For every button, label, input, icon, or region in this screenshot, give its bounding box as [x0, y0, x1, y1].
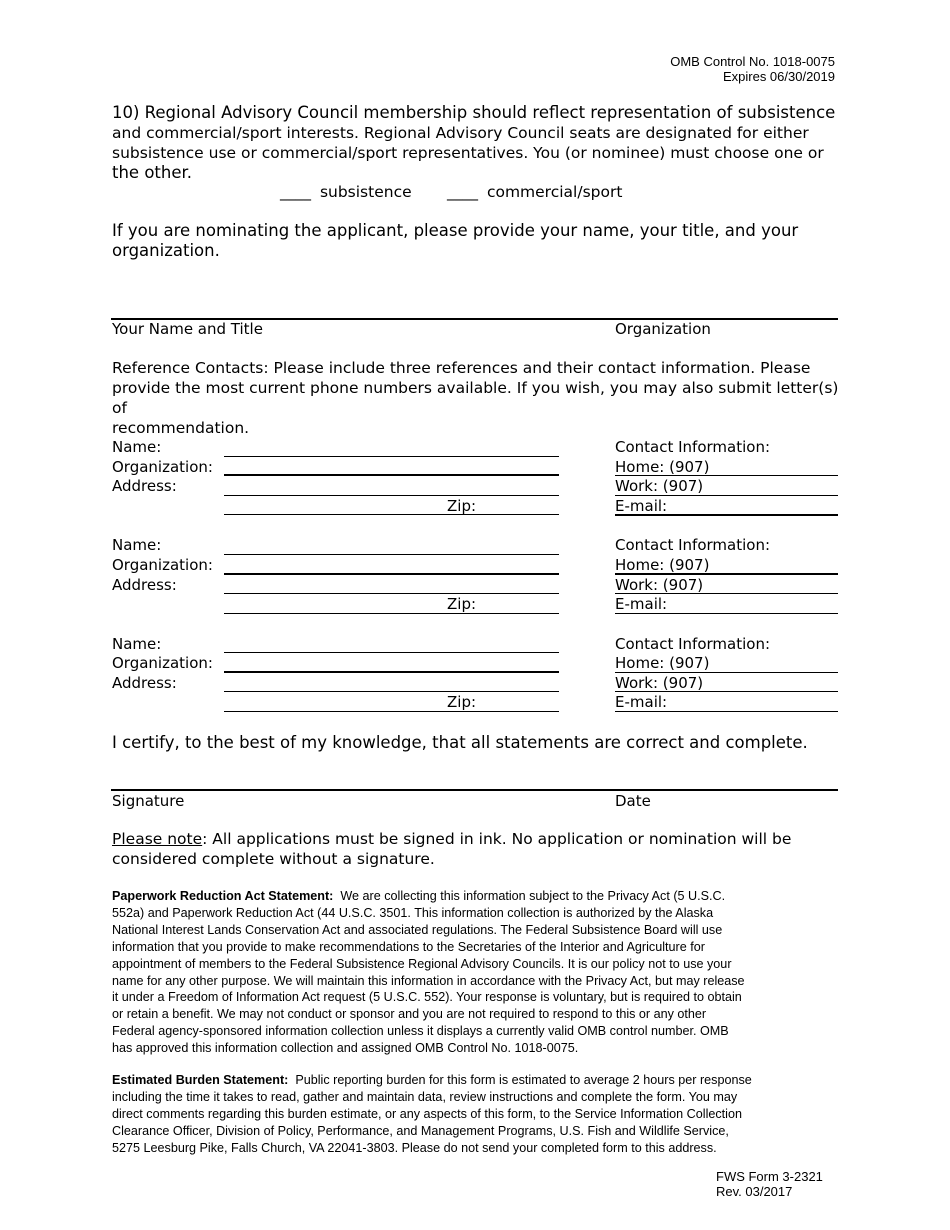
- form-footer: [716, 1169, 823, 1199]
- ref2-address-label: Address:: [112, 576, 177, 594]
- burden-line: 5275 Leesburg Pike, Falls Church, VA 22041-3803. Please do not send your completed form to this address.: [112, 1140, 717, 1155]
- ref3-zip-label: Zip:: [447, 693, 477, 711]
- ref1-name-label: Name:: [112, 438, 162, 456]
- certify-statement: I certify, to the best of my knowledge, that all statements are correct and complete.: [112, 733, 808, 752]
- please-note-text: : All applications must be signed in ink. No application or nomination will be: [202, 830, 792, 848]
- nominator-instructions: [112, 221, 852, 261]
- ref2-organization-field[interactable]: [224, 573, 559, 575]
- ref1-work-field[interactable]: [615, 495, 838, 496]
- your-name-title-label: Your Name and Title: [112, 320, 263, 338]
- ref3-address-field[interactable]: [224, 691, 559, 692]
- ref2-email-field[interactable]: [615, 613, 838, 614]
- ref1-home-field[interactable]: [615, 475, 838, 476]
- paperwork-title: Paperwork Reduction Act Statement:: [112, 889, 334, 903]
- form-number: FWS Form 3-2321: [716, 1169, 823, 1184]
- ref2-contact-label: Contact Information:: [615, 536, 771, 554]
- burden-line: Clearance Officer, Division of Policy, Performance, and Management Programs, U.S. Fish and Wildlife Service,: [112, 1123, 729, 1138]
- ref3-name-field[interactable]: [224, 652, 559, 653]
- paperwork-line: appointment of members to the Federal Subsistence Regional Advisory Councils. It is our policy not to use your: [112, 956, 732, 971]
- ref1-work-label: Work: (907): [615, 477, 704, 495]
- ref1-email-field[interactable]: [615, 514, 838, 516]
- ref3-home-field[interactable]: [615, 672, 838, 673]
- ref3-contact-label: Contact Information:: [615, 635, 771, 653]
- please-note-line: considered complete without a signature.: [112, 850, 435, 868]
- date-label: Date: [615, 792, 651, 810]
- ref1-address-field[interactable]: [224, 495, 559, 496]
- commercial-sport-label: commercial/sport: [486, 183, 623, 201]
- q10-line: the other.: [112, 163, 193, 182]
- reference-intro-line: Reference Contacts: Please include three references and their contact information. Please: [112, 359, 811, 377]
- paperwork-line: Paperwork Reduction Act Statement: We are collecting this information subject to the Privacy Act (5 U.S.C.: [112, 889, 726, 903]
- paperwork-line: has approved this information collection and assigned OMB Control No. 1018-0075.: [112, 1041, 579, 1056]
- ref3-zip-field[interactable]: [224, 711, 559, 712]
- please-note-label: Please note: [112, 830, 203, 848]
- ref3-name-label: Name:: [112, 635, 162, 653]
- ref2-email-label: E-mail:: [615, 595, 668, 613]
- paperwork-line: name for any other purpose. We will maintain this information in accordance with the Privacy Act, but may release: [112, 973, 745, 988]
- ref2-name-field[interactable]: [224, 554, 559, 555]
- burden-title: Estimated Burden Statement:: [112, 1073, 289, 1087]
- commercial-sport-option[interactable]: [447, 182, 622, 202]
- ref3-home-label: Home: (907): [615, 654, 710, 672]
- signature-label: Signature: [112, 792, 185, 810]
- ref1-contact-label: Contact Information:: [615, 438, 771, 456]
- ref2-work-field[interactable]: [615, 593, 838, 594]
- question-10: [112, 103, 852, 183]
- ref3-work-field[interactable]: [615, 691, 838, 692]
- ref2-zip-field[interactable]: [224, 613, 559, 614]
- ref3-organization-field[interactable]: [224, 671, 559, 673]
- ref2-name-label: Name:: [112, 536, 162, 554]
- commercial-sport-blank[interactable]: ____: [447, 183, 478, 201]
- reference-intro-line: provide the most current phone numbers available. If you wish, you may also submit letter(s) of: [112, 379, 839, 417]
- burden-line: Estimated Burden Statement: Public reporting burden for this form is estimated to average 2 hours per response: [112, 1073, 752, 1087]
- nominator-line: organization.: [112, 241, 220, 260]
- paperwork-line: National Interest Lands Conservation Act and associated regulations. The Federal Subsistence Board will use: [112, 922, 723, 937]
- omb-header: [670, 54, 835, 84]
- ref1-name-field[interactable]: [224, 456, 559, 457]
- ref2-home-label: Home: (907): [615, 556, 710, 574]
- please-note-line: [112, 829, 852, 849]
- ref2-home-field[interactable]: [615, 573, 838, 575]
- ref1-home-label: Home: (907): [615, 458, 710, 476]
- ref2-zip-label: Zip:: [447, 595, 477, 613]
- subsistence-label: subsistence: [319, 183, 412, 201]
- q10-line: 10) Regional Advisory Council membership should reflect representation of subsistence: [112, 103, 836, 122]
- ref1-address-label: Address:: [112, 477, 177, 495]
- ref2-organization-label: Organization:: [112, 556, 213, 574]
- ref3-email-field[interactable]: [615, 711, 838, 712]
- paperwork-line: 552a) and Paperwork Reduction Act (44 U.S.C. 3501. This information collection is authorized by the Alaska: [112, 905, 714, 920]
- ref3-work-label: Work: (907): [615, 674, 704, 692]
- ref1-organization-label: Organization:: [112, 458, 213, 476]
- paperwork-line: information that you provide to make recommendations to the Secretaries of the Interior and Agriculture for: [112, 939, 705, 954]
- paperwork-line: it under a Freedom of Information Act request (5 U.S.C. 552). Your response is voluntary, but is required to obtain: [112, 990, 742, 1005]
- ref2-work-label: Work: (907): [615, 576, 704, 594]
- subsistence-blank[interactable]: ____: [280, 183, 311, 201]
- please-note: [112, 829, 852, 869]
- ref1-zip-field[interactable]: [224, 514, 559, 515]
- ref1-zip-label: Zip:: [447, 497, 477, 515]
- organization-label: Organization: [615, 320, 711, 338]
- reference-intro: [112, 358, 852, 438]
- ref3-email-label: E-mail:: [615, 693, 668, 711]
- burden-line: direct comments regarding this burden estimate, or any aspects of this form, to the Service Information Collection: [112, 1106, 742, 1121]
- paperwork-reduction-statement: [112, 888, 842, 1057]
- ref1-organization-field[interactable]: [224, 474, 559, 476]
- q10-line: and commercial/sport interests. Regional Advisory Council seats are designated for either: [112, 124, 809, 142]
- omb-control-number: OMB Control No. 1018-0075: [670, 54, 835, 69]
- reference-intro-line: recommendation.: [112, 419, 250, 437]
- paperwork-line: Federal agency-sponsored information collection unless it displays a currently valid OMB control number. OMB: [112, 1024, 729, 1039]
- ref3-organization-label: Organization:: [112, 654, 213, 672]
- ref2-address-field[interactable]: [224, 593, 559, 594]
- burden-line: including the time it takes to read, gather and maintain data, review instructions and complete the form. You may: [112, 1089, 738, 1104]
- signature-line[interactable]: [111, 789, 838, 791]
- expiration-date: Expires 06/30/2019: [722, 69, 835, 84]
- q10-line: subsistence use or commercial/sport representatives. You (or nominee) must choose one or: [112, 144, 824, 162]
- burden-statement: [112, 1072, 842, 1157]
- nominator-line: If you are nominating the applicant, please provide your name, your title, and your: [112, 221, 799, 240]
- ref3-address-label: Address:: [112, 674, 177, 692]
- paperwork-line: or retain a benefit. We may not conduct or sponsor and you are not required to respond to this or any other: [112, 1007, 707, 1022]
- ref1-email-label: E-mail:: [615, 497, 668, 515]
- form-revision: Rev. 03/2017: [716, 1184, 793, 1199]
- subsistence-option[interactable]: [280, 182, 412, 202]
